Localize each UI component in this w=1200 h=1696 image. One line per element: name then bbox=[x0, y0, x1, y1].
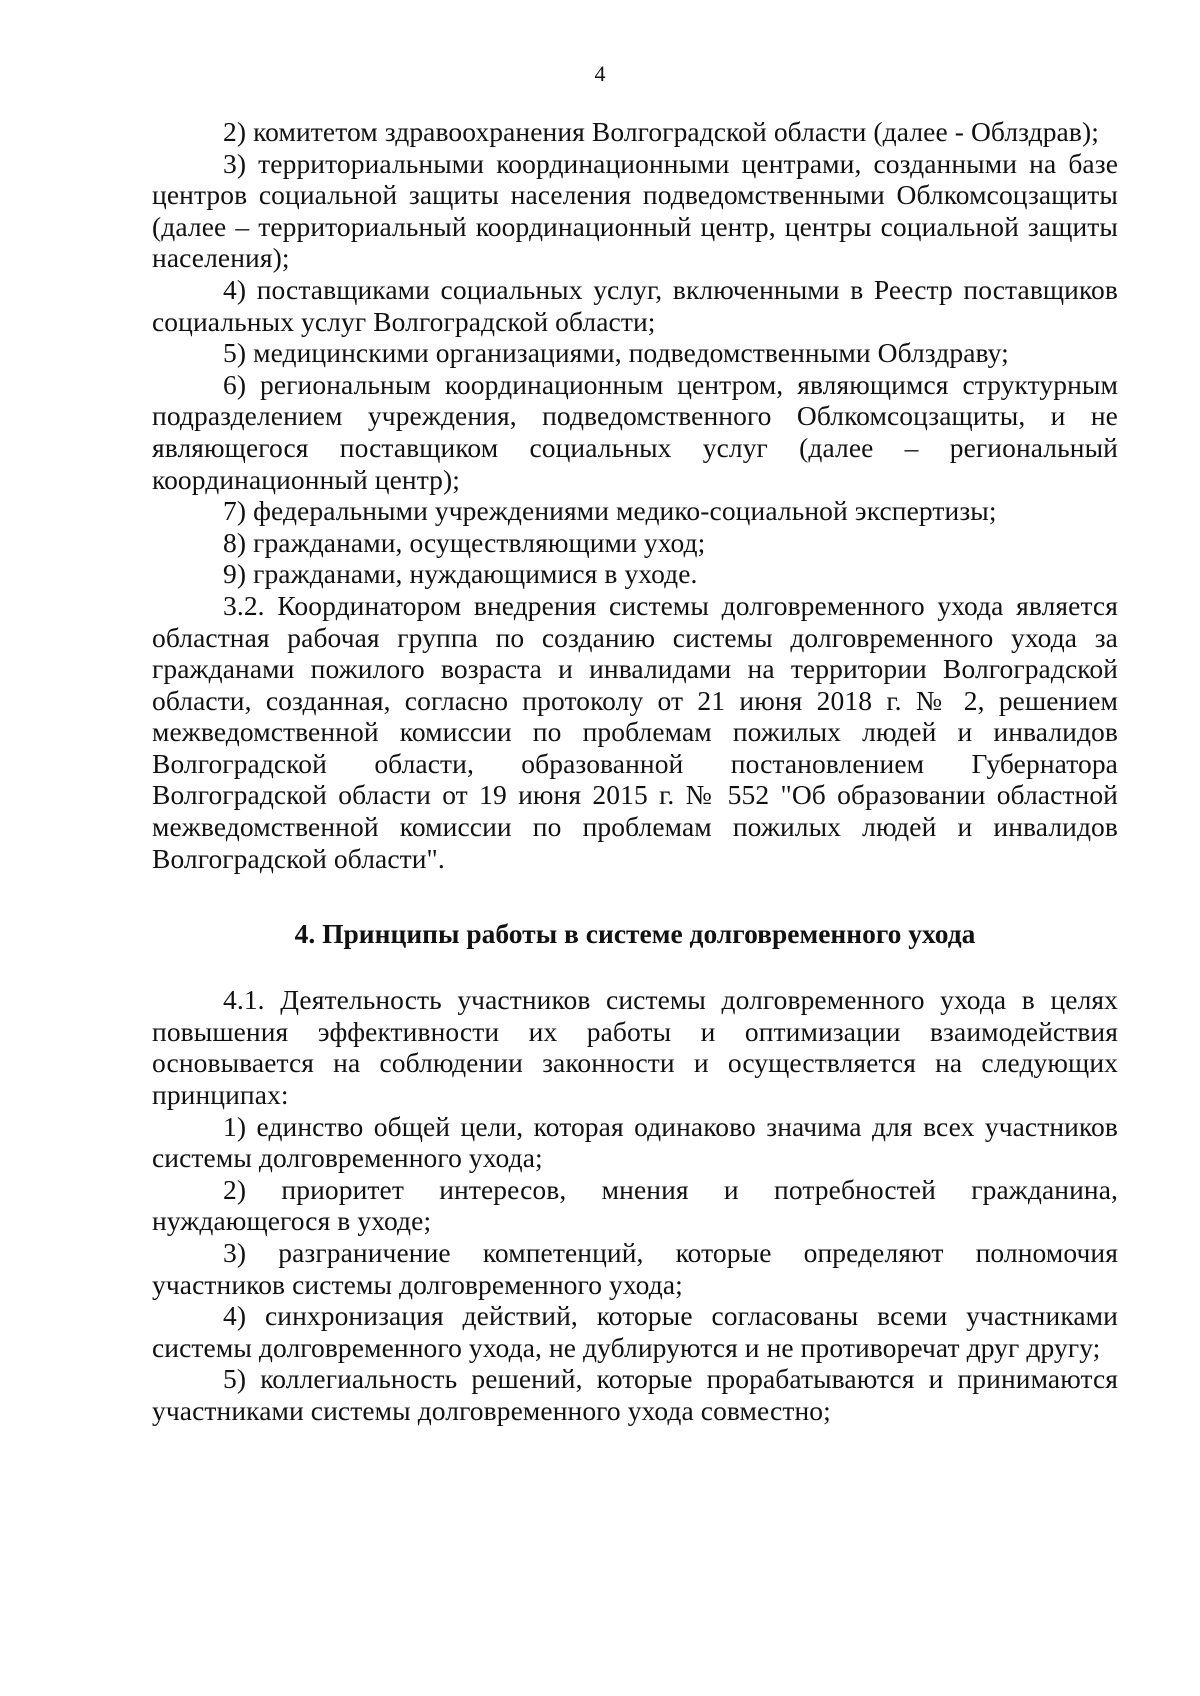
document-body bbox=[152, 116, 1118, 1427]
section-4-heading: 4. Принципы работы в системе долговременного ухода bbox=[294, 918, 976, 950]
page-number: 4 bbox=[594, 61, 606, 86]
list-item-6: 6) региональным координационным центром, являющимся структурным подразделением учреждения, подведомственного Облкомсоцзащиты, и не являющегося поставщиком социальных услуг (далее – региональный координационный центр); bbox=[152, 368, 1118, 495]
section-4-body bbox=[152, 984, 1118, 1426]
clause-4-1: 4.1. Деятельность участников системы долговременного ухода в целях повышения эффективности их работы и оптимизации взаимодействия основывается на соблюдении законности и осуществляется на следующих принципах: bbox=[152, 984, 1118, 1111]
section-3-list bbox=[152, 116, 1118, 874]
principle-1: 1) единство общей цели, которая одинаково значима для всех участников системы долговременного ухода; bbox=[152, 1110, 1118, 1174]
principle-3: 3) разграничение компетенций, которые определяют полномочия участников системы долговременного ухода; bbox=[152, 1237, 1118, 1300]
list-item-8: 8) гражданами, осуществляющими уход; bbox=[223, 526, 706, 558]
list-item-5: 5) медицинскими организациями, подведомственными Облздраву; bbox=[223, 337, 1009, 369]
list-item-3: 3) территориальными координационными центрами, созданными на базе центров социальной защиты населения подведомственными Облкомсоцзащиты (далее – территориальный координационный центр, центры социальной защиты населения); bbox=[152, 147, 1118, 274]
list-item-2: 2) комитетом здравоохранения Волгоградской области (далее - Облздрав); bbox=[223, 116, 1099, 147]
clause-3-2: 3.2. Координатором внедрения системы долговременного ухода является областная рабочая группа по созданию системы долговременного ухода за гражданами пожилого возраста и инвалидами на территории Волгоградской области, созданная, согласно протоколу от 21 июня 2018 г. № 2, решением межведомственной комиссии по проблемам пожилых людей и инвалидов Волгоградской области, образованной постановлением Губернатора Волгоградской области от 19 июня 2015 г. № 552 "Об образовании областной межведомственной комиссии по проблемам пожилых людей и инвалидов Волгоградской области". bbox=[152, 589, 1118, 874]
list-item-4: 4) поставщиками социальных услуг, включенными в Реестр поставщиков социальных услуг Волгоградской области; bbox=[152, 273, 1118, 337]
principle-5: 5) коллегиальность решений, которые прорабатываются и принимаются участниками системы долговременного ухода совместно; bbox=[152, 1363, 1118, 1426]
principle-4: 4) синхронизация действий, которые согласованы всеми участниками системы долговременного ухода, не дублируются и не противоречат друг другу; bbox=[152, 1300, 1118, 1363]
list-item-9: 9) гражданами, нуждающимися в уходе. bbox=[223, 558, 698, 590]
principle-2: 2) приоритет интересов, мнения и потребностей гражданина, нуждающегося в уходе; bbox=[152, 1173, 1118, 1237]
list-item-7: 7) федеральными учреждениями медико-социальной экспертизы; bbox=[223, 495, 997, 527]
